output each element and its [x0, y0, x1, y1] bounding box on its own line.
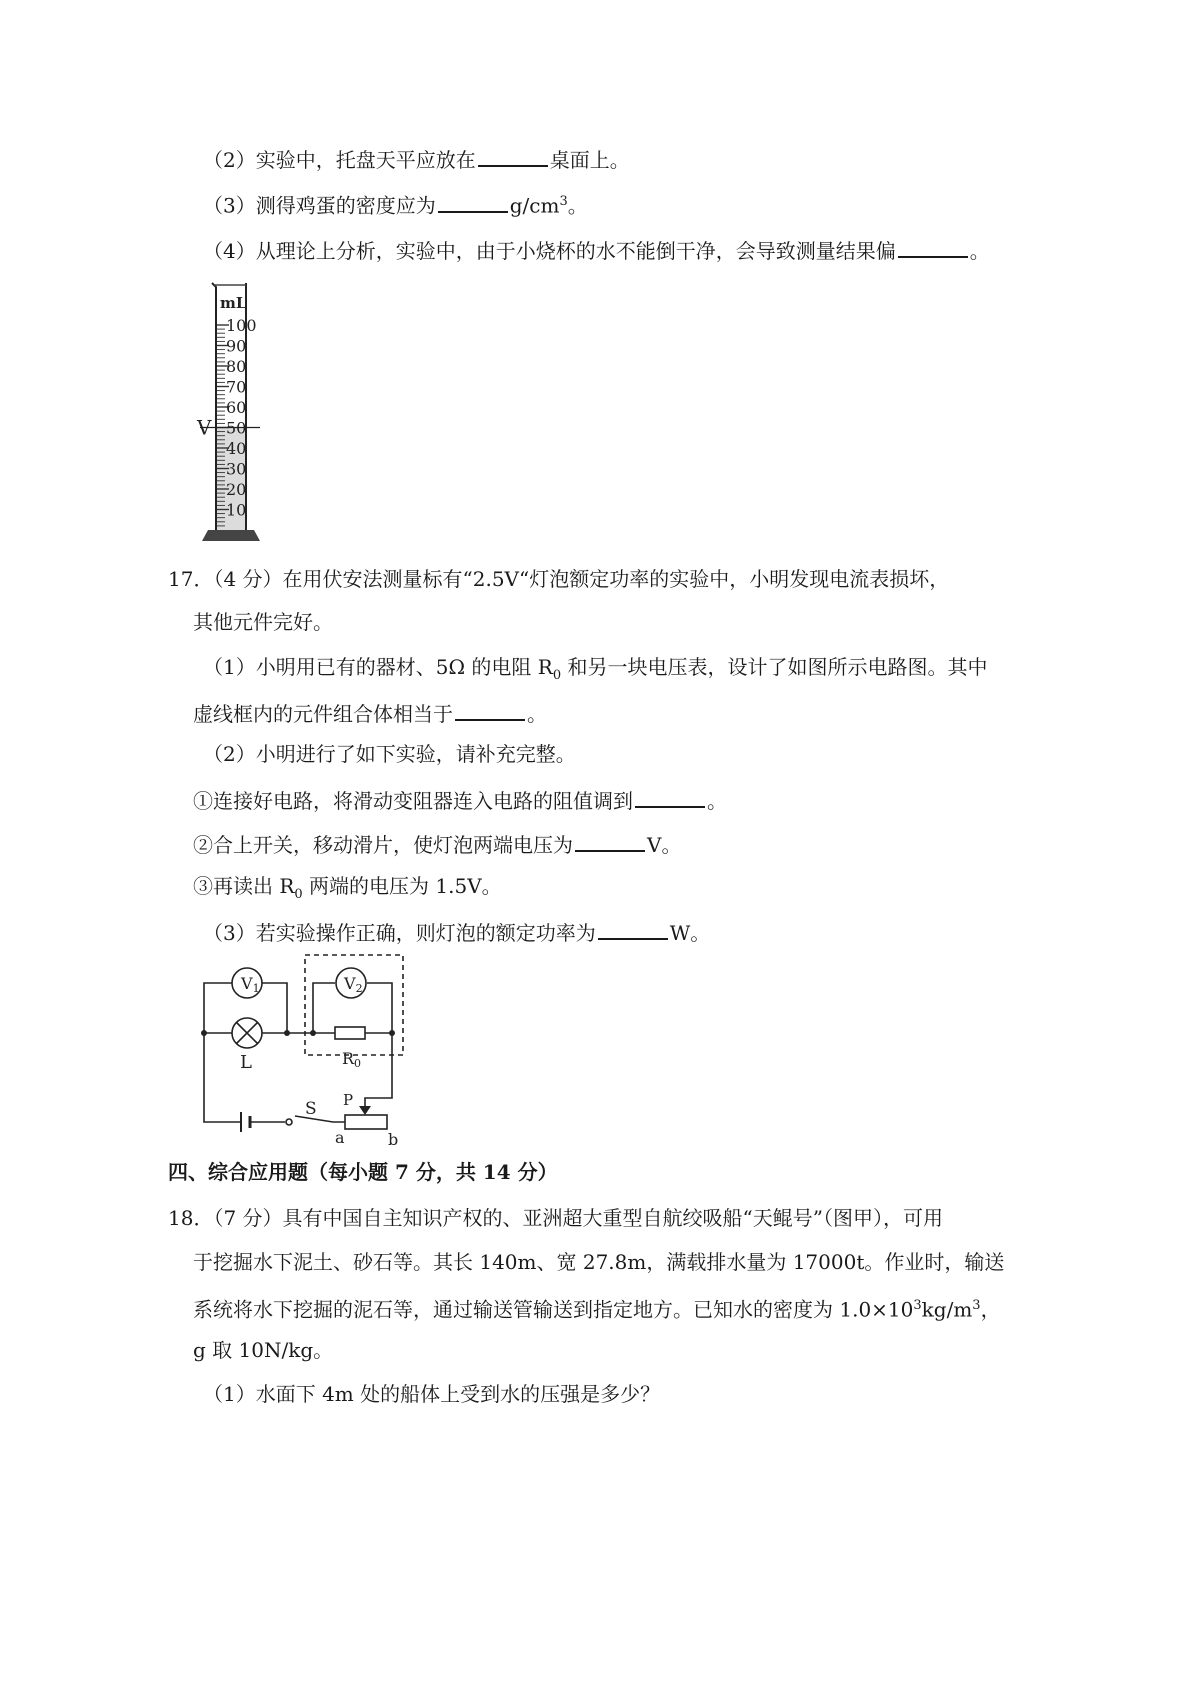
q17-part2: （2）小明进行了如下实验，请补充完整。 [203, 742, 576, 766]
answer-blank[interactable] [635, 786, 705, 808]
q17-part3: （3）若实验操作正确，则灯泡的额定功率为 W。 [203, 918, 710, 945]
q17-stem-line1: 17．（4 分）在用伏安法测量标有“2.5V“灯泡额定功率的实验中，小明发现电流表损坏， [168, 567, 950, 591]
slider-label: P [343, 1091, 354, 1109]
switch-symbol [286, 1119, 292, 1125]
answer-blank[interactable] [455, 699, 525, 721]
q16-part4: （4）从理论上分析，实验中，由于小烧杯的水不能倒干净，会导致测量结果偏 。 [203, 236, 990, 263]
q18-question1: （1）水面下 4m 处的船体上受到水的压强是多少？ [203, 1382, 661, 1406]
end-a-label: a [335, 1128, 345, 1147]
svg-text:V1: V1 [241, 974, 260, 995]
section4-title: 四、综合应用题（每小题 7 分，共 14 分） [168, 1160, 558, 1184]
volume-label: V [197, 415, 212, 440]
q17-step3: ③再读出 $R_0$ 两端的电压为 1.5V。 [193, 874, 502, 902]
q18-line4: g 取 10N/kg。 [193, 1338, 334, 1362]
dashed-box [305, 955, 403, 1055]
switch-label: S [305, 1099, 317, 1119]
graduated-cylinder-figure [190, 275, 290, 550]
scale-label: 50 [226, 418, 247, 438]
scale-label: 30 [226, 459, 247, 479]
scale-label: 10 [226, 500, 247, 520]
unit-label: mL [220, 294, 247, 312]
svg-text:R0: R0 [342, 1049, 362, 1070]
q17-stem-line2: 其他元件完好。 [193, 610, 333, 634]
answer-blank[interactable] [598, 918, 668, 940]
lamp-label: L [240, 1052, 252, 1073]
q17-step2: ②合上开关，移动滑片，使灯泡两端电压为 V。 [193, 830, 681, 857]
q17-part1-line1: （1）小明用已有的器材、5Ω 的电阻 $R_0$ 和另一块电压表，设计了如图所示电路图。其中 [203, 655, 988, 683]
resistor-r0 [335, 1027, 365, 1039]
svg-text:V2: V2 [344, 974, 363, 995]
q18-line2: 于挖掘水下泥土、砂石等。其长 140m、宽 27.8m，满载排水量为 17000t。作业时，输送 [193, 1250, 1005, 1274]
scale-label: 40 [226, 439, 247, 458]
end-b-label: b [388, 1130, 399, 1149]
q18-line3: 系统将水下挖掘的泥石等，通过输送管输送到指定地方。已知水的密度为 $1.0\times 10^3kg/m^3$， [193, 1297, 1001, 1322]
scale-label: 100 [226, 316, 257, 335]
scale-label: 80 [226, 357, 247, 376]
rheostat [345, 1115, 387, 1129]
circuit-diagram [195, 950, 420, 1150]
scale-label: 70 [226, 377, 247, 397]
q16-part3: （3）测得鸡蛋的密度应为 $g/cm^3$。 [203, 190, 588, 218]
answer-blank[interactable] [478, 145, 548, 167]
scale-label: 90 [226, 336, 247, 356]
scale-label: 60 [226, 398, 247, 417]
q18-line1: 18．（7 分）具有中国自主知识产权的、亚洲超大重型自航绞吸船“天鲲号”（图甲），可用 [168, 1206, 943, 1230]
scale-label: 20 [226, 480, 247, 499]
q17-step1: ①连接好电路，将滑动变阻器连入电路的阻值调到 。 [193, 786, 727, 813]
q16-part2: （2）实验中，托盘天平应放在 桌面上。 [203, 145, 630, 172]
cylinder-base [202, 530, 260, 541]
slider-arrow [359, 1106, 371, 1115]
q17-part1-line2: 虚线框内的元件组合体相当于 。 [193, 699, 547, 726]
answer-blank[interactable] [438, 191, 508, 213]
scale-labels [226, 316, 257, 520]
answer-blank[interactable] [898, 236, 968, 258]
answer-blank[interactable] [575, 830, 645, 852]
